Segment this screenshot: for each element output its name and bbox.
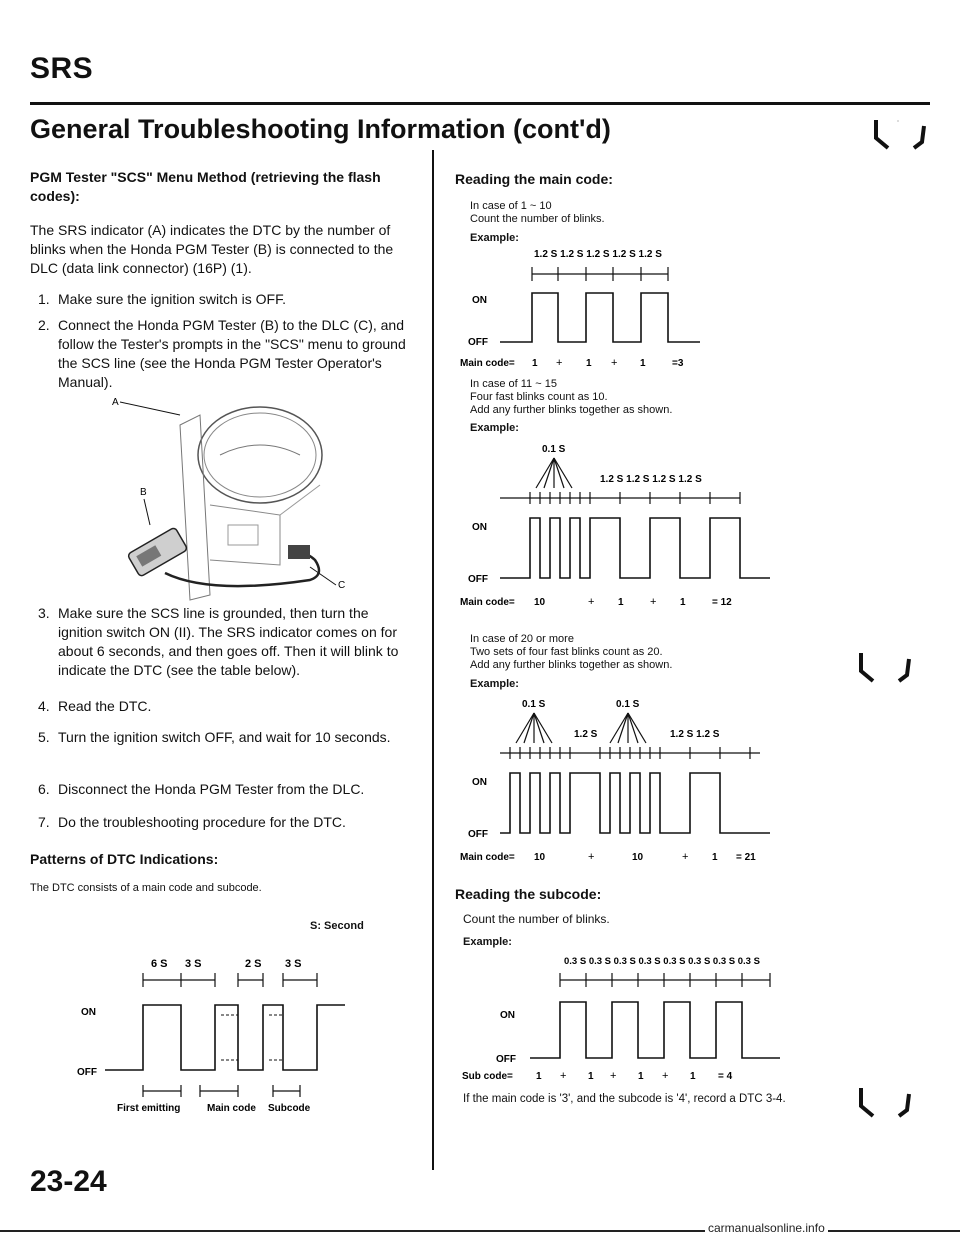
svg-text:+: +: [611, 357, 618, 369]
step-number: 4.: [38, 698, 50, 714]
svg-text:OFF: OFF: [468, 829, 488, 840]
method-title: PGM Tester "SCS" Menu Method (retrieving the flash codes):: [30, 169, 381, 204]
off-label: OFF: [77, 1067, 97, 1078]
svg-text:ON: ON: [472, 522, 487, 533]
time-6s: 6 S: [151, 958, 168, 970]
case-1-desc: Count the number of blinks.: [470, 213, 605, 225]
step-number: 7.: [38, 814, 50, 830]
case-3-desc-1: Two sets of four fast blinks count as 20.: [470, 646, 663, 658]
second-note: S: Second: [310, 920, 364, 932]
section-title: SRS: [30, 52, 94, 85]
step-7: [38, 813, 418, 832]
example-label: Example:: [463, 936, 512, 948]
subcode-desc: Count the number of blinks.: [463, 912, 610, 926]
dtc-pattern-diagram: [55, 945, 395, 1115]
svg-text:OFF: OFF: [468, 337, 488, 348]
label-a: A: [112, 397, 119, 408]
svg-text:= 4: = 4: [718, 1071, 733, 1080]
main-code-title: Reading the main code:: [455, 171, 613, 187]
svg-text:1: 1: [680, 597, 686, 608]
time-3s: 3 S: [185, 958, 202, 970]
svg-text:1: 1: [690, 1071, 696, 1080]
step-number: 6.: [38, 781, 50, 797]
step-text: Make sure the ignition switch is OFF.: [58, 291, 286, 307]
subcode-diagram: [460, 950, 820, 1080]
first-emitting-label: First emitting: [117, 1103, 181, 1114]
svg-text:+: +: [662, 1070, 669, 1080]
svg-text:1.2 S 1.2 S: 1.2 S 1.2 S: [670, 729, 720, 740]
svg-text:Main code=: Main code=: [460, 852, 515, 863]
subcode-title: Reading the subcode:: [455, 886, 602, 902]
pgm-tester-illustration: [110, 395, 350, 605]
svg-text:Main code=: Main code=: [460, 597, 515, 608]
svg-text:0.1 S: 0.1 S: [616, 699, 640, 710]
step-number: 5.: [38, 729, 50, 745]
time-2s: 2 S: [245, 958, 262, 970]
step-number: 3.: [38, 605, 50, 621]
svg-text:1: 1: [532, 358, 538, 369]
step-1: [38, 290, 418, 309]
intro-paragraph: The SRS indicator (A) indicates the DTC by the number of blinks when the Honda PGM Tester (B) is connected to the DLC (data link connector) (16P) (1).: [30, 222, 394, 276]
step-6: [38, 780, 418, 799]
svg-text:1: 1: [536, 1071, 542, 1080]
example-label: Example:: [470, 678, 519, 690]
svg-text:OFF: OFF: [468, 574, 488, 585]
dtc-record-note: If the main code is '3', and the subcode is '4', record a DTC 3-4.: [463, 1093, 786, 1105]
corner-mark-icon: [870, 112, 930, 152]
timing-label: 1.2 S 1.2 S 1.2 S 1.2 S 1.2 S: [534, 249, 662, 260]
case-3-desc-2: Add any further blinks together as shown.: [470, 659, 673, 671]
svg-text:ON: ON: [472, 295, 487, 306]
patterns-note: The DTC consists of a main code and subcode.: [30, 882, 262, 894]
case-1: In case of 1 ~ 10: [470, 200, 552, 212]
svg-text:1.2 S: 1.2 S: [574, 729, 598, 740]
svg-text:10: 10: [534, 852, 546, 863]
step-3: [38, 604, 418, 680]
corner-mark-icon: [855, 1080, 915, 1120]
svg-text:1: 1: [638, 1071, 644, 1080]
main-code-diagram-2: [460, 440, 820, 615]
step-text: Make sure the SCS line is grounded, then turn the ignition switch ON (II). The SRS indicator comes on for about 6 seconds, and then goes off. Then it will blink to indicate the DTC (see the table below).: [58, 605, 399, 678]
header-rule: [30, 102, 930, 105]
svg-text:1: 1: [586, 358, 592, 369]
svg-text:+: +: [556, 357, 563, 369]
svg-text:1: 1: [640, 358, 646, 369]
svg-text:OFF: OFF: [496, 1054, 516, 1065]
step-number: 2.: [38, 317, 50, 333]
step-text: Turn the ignition switch OFF, and wait for 10 seconds.: [58, 729, 391, 745]
main-code-diagram-3: [460, 695, 820, 870]
time-3s: 3 S: [285, 958, 302, 970]
subcode-label: Subcode: [268, 1103, 311, 1114]
svg-text:= 21: = 21: [736, 852, 756, 863]
svg-text:+: +: [588, 851, 595, 863]
step-4: [38, 697, 418, 716]
svg-text:0.1 S: 0.1 S: [522, 699, 546, 710]
svg-text:1: 1: [618, 597, 624, 608]
step-text: Do the troubleshooting procedure for the DTC.: [58, 814, 346, 830]
main-code-diagram-1: [460, 245, 820, 370]
example-label: Example:: [470, 232, 519, 244]
svg-text:1.2 S 1.2 S 1.2 S 1.2 S: 1.2 S 1.2 S 1.2 S 1.2 S: [600, 474, 702, 485]
on-label: ON: [81, 1007, 96, 1018]
svg-text:+: +: [588, 596, 595, 608]
patterns-title: Patterns of DTC Indications:: [30, 851, 219, 867]
svg-text:= 12: = 12: [712, 597, 732, 608]
svg-text:1: 1: [588, 1071, 594, 1080]
label-c: C: [338, 580, 346, 591]
svg-text:0.1 S: 0.1 S: [542, 444, 566, 455]
corner-mark-icon: [855, 645, 915, 685]
svg-text:10: 10: [534, 597, 546, 608]
label-b: B: [140, 487, 147, 498]
case-2-desc-2: Add any further blinks together as shown.: [470, 404, 673, 416]
step-text: Read the DTC.: [58, 698, 152, 714]
svg-text:=3: =3: [672, 358, 684, 369]
svg-text:Sub code=: Sub code=: [462, 1071, 513, 1080]
svg-text:0.3 S 0.3 S 0.3 S 0.3 S 0.3 S: 0.3 S 0.3 S 0.3 S 0.3 S 0.3 S 0.3 S 0.3 S 0.3 S: [564, 956, 760, 967]
step-text: Connect the Honda PGM Tester (B) to the DLC (C), and follow the Tester's prompts in the "SCS" menu to ground the SCS line (see the Honda PGM Tester Operator's Manual).: [58, 317, 406, 390]
svg-text:+: +: [650, 596, 657, 608]
svg-text:+: +: [610, 1070, 617, 1080]
page-heading: General Troubleshooting Information (cont'd): [30, 114, 611, 144]
svg-text:+: +: [560, 1070, 567, 1080]
svg-text:ON: ON: [500, 1010, 515, 1021]
case-2: In case of 11 ~ 15: [470, 378, 557, 390]
step-number: 1.: [38, 291, 50, 307]
example-label: Example:: [470, 422, 519, 434]
svg-text:+: +: [682, 851, 689, 863]
watermark: carmanualsonline.info: [705, 1221, 828, 1235]
step-5: [38, 728, 418, 747]
main-code-label: Main code: [207, 1103, 256, 1114]
case-2-desc-1: Four fast blinks count as 10.: [470, 391, 608, 403]
svg-text:Main code=: Main code=: [460, 358, 515, 369]
svg-text:ON: ON: [472, 777, 487, 788]
column-divider: [432, 150, 434, 1170]
svg-text:10: 10: [632, 852, 644, 863]
page-number: 23-24: [30, 1165, 107, 1198]
step-2: [38, 316, 418, 392]
step-text: Disconnect the Honda PGM Tester from the DLC.: [58, 781, 365, 797]
svg-text:1: 1: [712, 852, 718, 863]
case-3: In case of 20 or more: [470, 633, 574, 645]
